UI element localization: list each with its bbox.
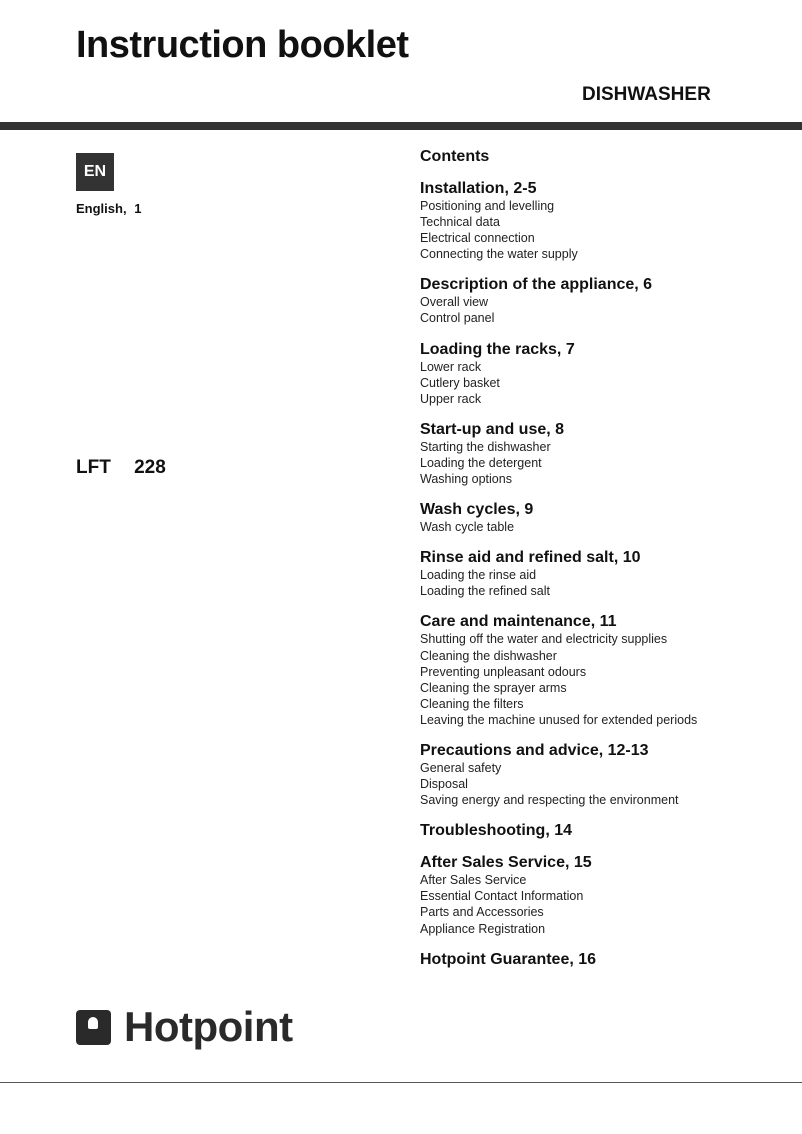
contents-section [420,421,790,487]
section-item[interactable]: Essential Contact Information [420,889,584,904]
section-item[interactable]: Loading the refined salt [420,584,550,599]
section-item[interactable]: Loading the rinse aid [420,568,537,583]
section-item[interactable]: Electrical connection [420,231,535,246]
section-item[interactable]: Loading the detergent [420,455,542,470]
section-title[interactable]: Troubleshooting, 14 [420,822,573,840]
section-item[interactable]: Starting the dishwasher [420,439,551,454]
language-name: English, [76,201,127,216]
contents-section [420,341,790,407]
section-item[interactable]: Technical data [420,215,500,230]
section-item[interactable]: Cleaning the dishwasher [420,648,557,663]
model-prefix: LFT [76,457,111,478]
page-title: Instruction booklet [76,24,409,66]
section-item[interactable]: General safety [420,760,502,775]
contents-section [420,549,790,599]
language-page: 1 [134,201,142,216]
contents-section [420,180,790,262]
section-item[interactable]: Appliance Registration [420,921,546,936]
section-item[interactable]: Upper rack [420,391,482,406]
brand-logo [76,1005,293,1049]
model-number [76,457,166,479]
section-item[interactable]: Cleaning the filters [420,696,524,711]
section-title[interactable]: Precautions and advice, 12-13 [420,741,649,759]
model-code: 228 [134,457,166,478]
header-divider [0,122,802,130]
section-item[interactable]: Shutting off the water and electricity supplies [420,632,668,647]
contents-section [420,951,790,969]
section-title[interactable]: Rinse aid and refined salt, 10 [420,549,641,567]
hotpoint-logo-icon [76,1010,111,1045]
section-item[interactable]: Cleaning the sprayer arms [420,680,567,695]
contents-section [420,854,790,936]
section-title[interactable]: Start-up and use, 8 [420,420,565,438]
contents-section [420,276,790,326]
contents-section [420,613,790,728]
contents-section [420,742,790,808]
footer-divider [0,1082,802,1083]
language-entry[interactable] [76,201,141,216]
section-item[interactable]: Control panel [420,311,495,326]
section-item[interactable]: Preventing unpleasant odours [420,664,587,679]
section-item[interactable]: Overall view [420,295,489,310]
section-item[interactable]: Leaving the machine unused for extended periods [420,712,698,727]
section-title[interactable]: Wash cycles, 9 [420,501,534,519]
section-item[interactable]: Saving energy and respecting the environment [420,793,679,808]
brand-name: Hotpoint [124,1003,293,1050]
section-title[interactable]: Hotpoint Guarantee, 16 [420,950,597,968]
contents-section [420,822,790,840]
section-title[interactable]: Installation, 2-5 [420,180,537,197]
language-badge: EN [76,153,114,191]
section-item[interactable]: After Sales Service [420,873,527,888]
section-title[interactable]: Description of the appliance, 6 [420,276,653,294]
section-item[interactable]: Wash cycle table [420,520,515,535]
section-title[interactable]: Care and maintenance, 11 [420,613,617,631]
contents-title: Contents [420,148,490,165]
section-item[interactable]: Lower rack [420,359,482,374]
section-item[interactable]: Connecting the water supply [420,247,578,262]
contents-section [420,501,790,535]
section-title[interactable]: Loading the racks, 7 [420,340,575,358]
section-item[interactable]: Parts and Accessories [420,905,544,920]
section-item[interactable]: Cutlery basket [420,375,500,390]
product-type: DISHWASHER [582,84,711,105]
section-item[interactable]: Washing options [420,472,512,487]
section-item[interactable]: Positioning and levelling [420,199,555,213]
table-of-contents [420,148,790,983]
section-title[interactable]: After Sales Service, 15 [420,854,592,872]
section-item[interactable]: Disposal [420,777,468,792]
